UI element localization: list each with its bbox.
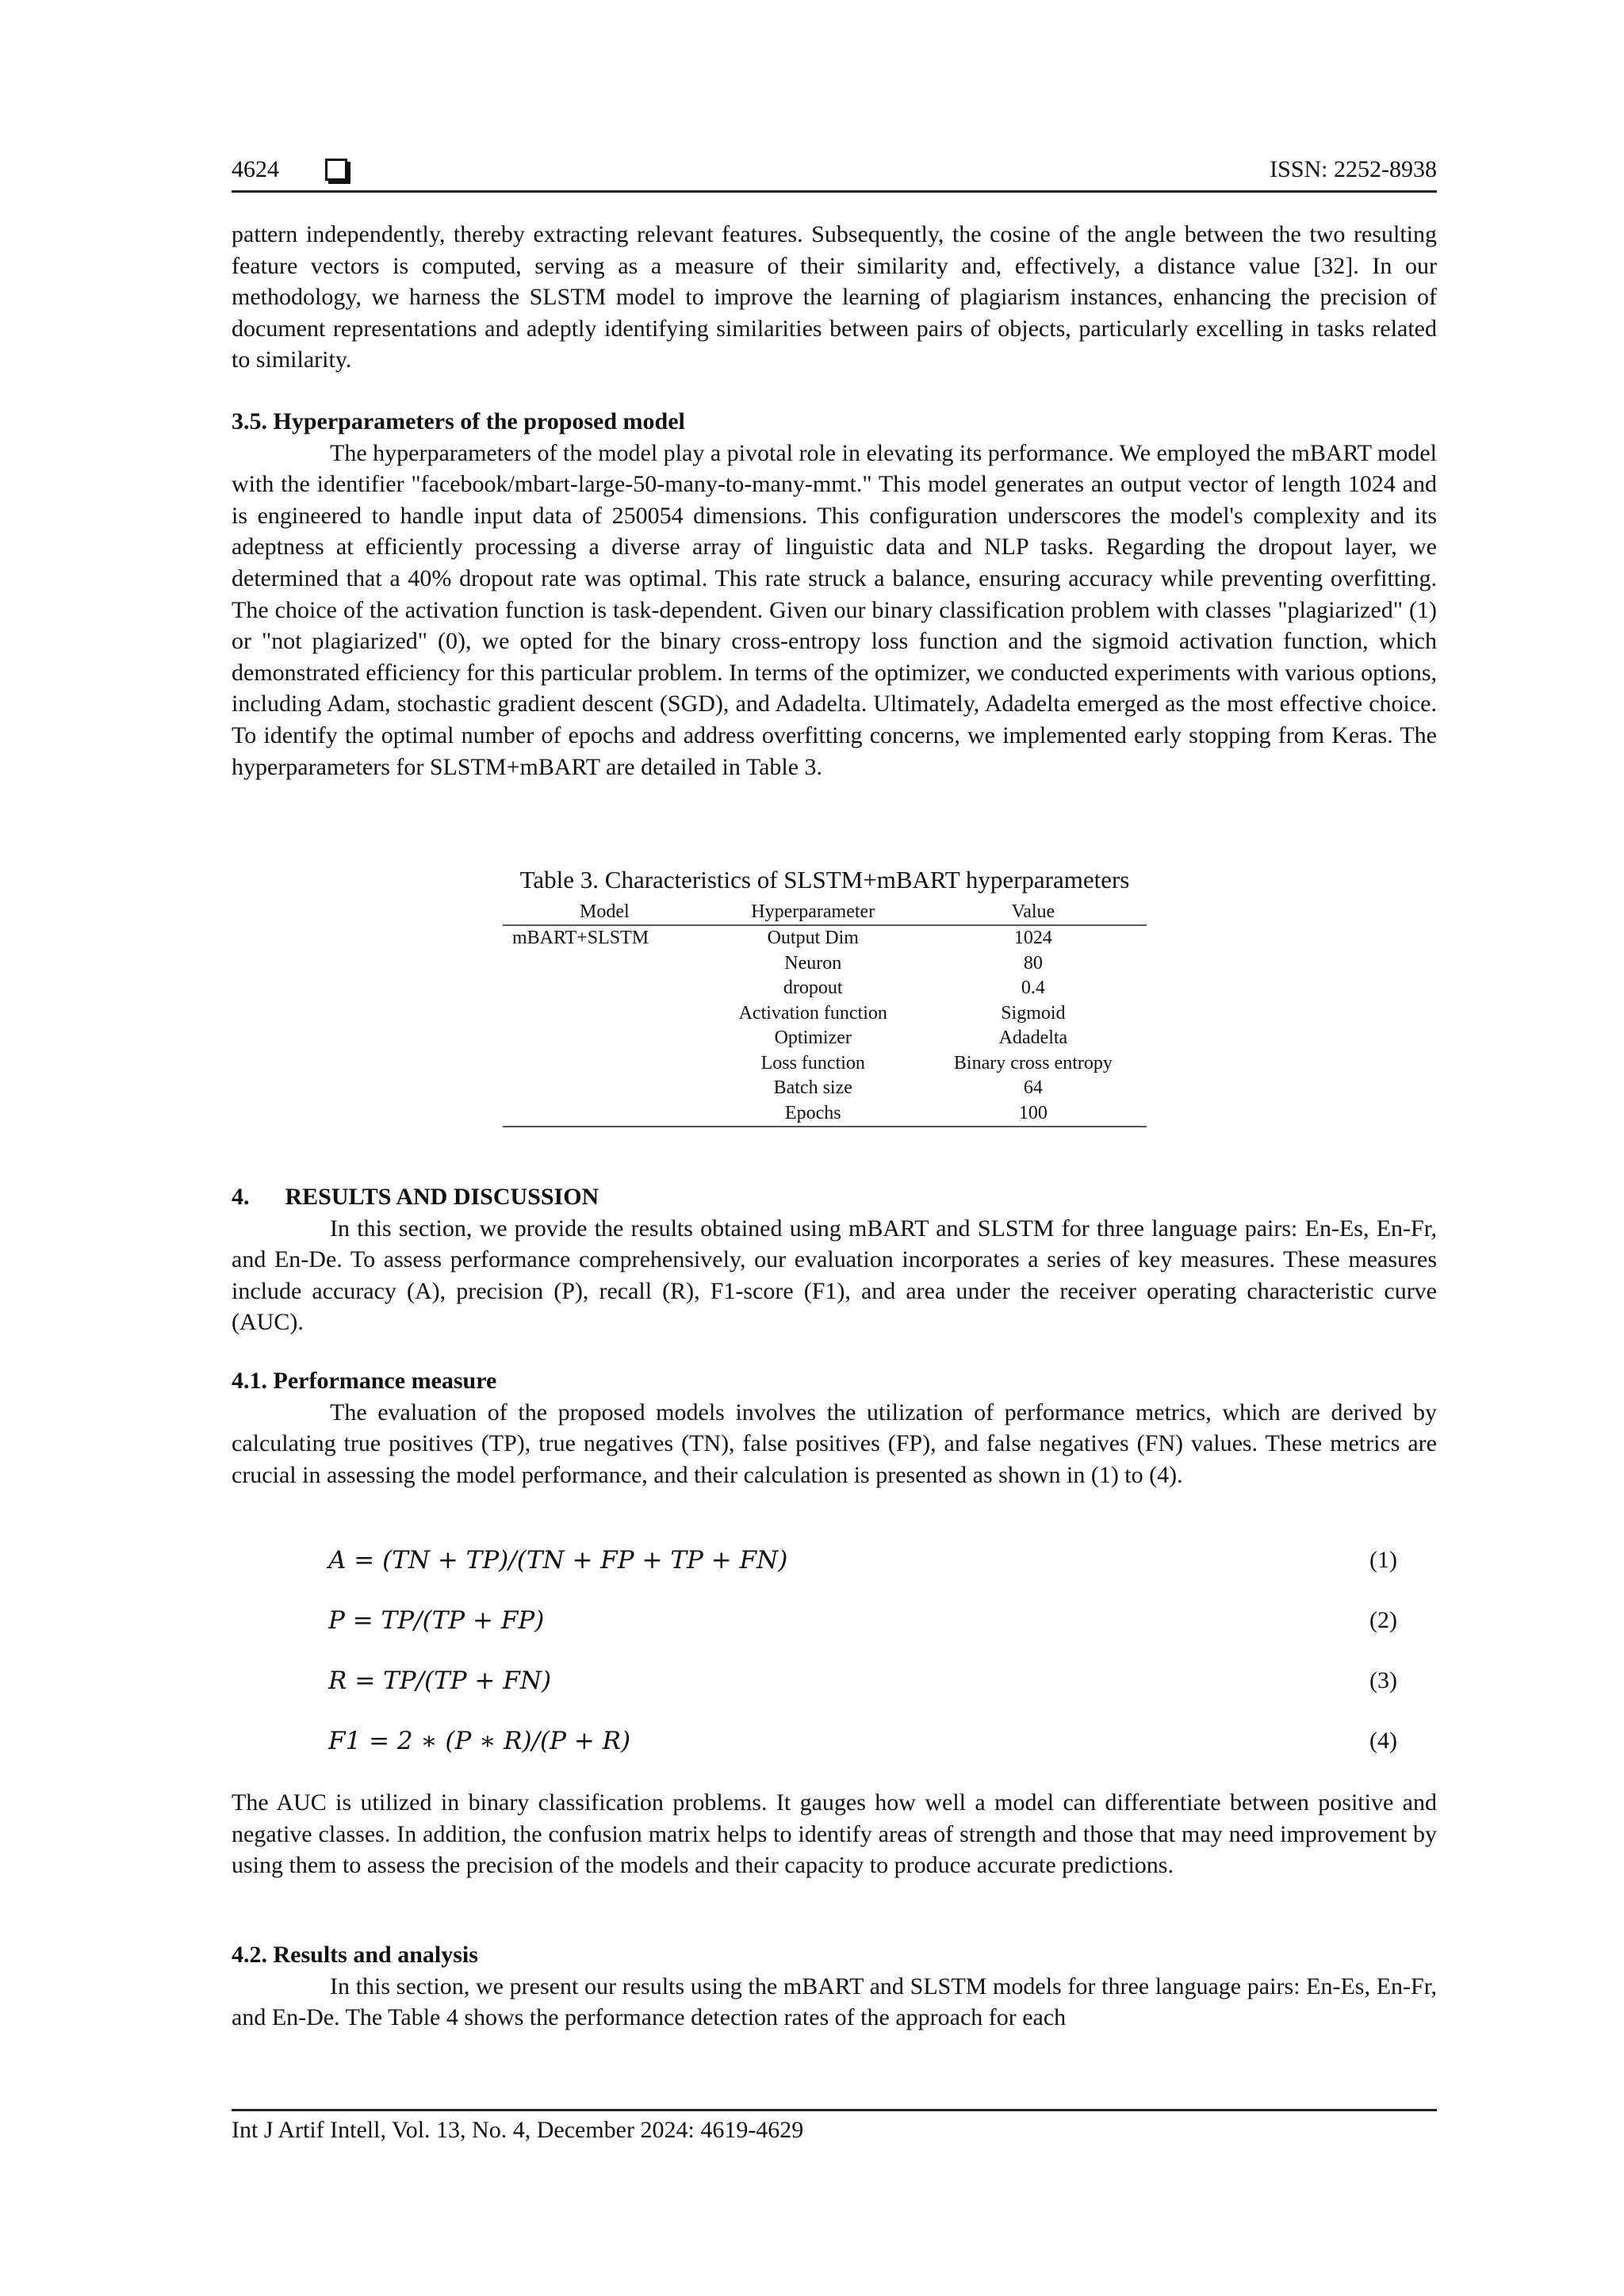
section-3-5 bbox=[232, 406, 1437, 783]
hyperparameter-cell: Optimizer bbox=[774, 1027, 852, 1048]
value-cell: Adadelta bbox=[998, 1027, 1068, 1048]
hyperparameter-cell: Epochs bbox=[707, 1101, 920, 1127]
section-heading: 3.5. Hyperparameters of the proposed model bbox=[232, 408, 685, 434]
model-cell bbox=[503, 1051, 707, 1077]
page-header bbox=[232, 155, 1437, 193]
table-row bbox=[503, 951, 1147, 977]
equation-expression: F1 = 2 ∗ (P ∗ R)/(P + R) bbox=[328, 1727, 631, 1755]
section-heading: 4.2. Results and analysis bbox=[232, 1942, 478, 1968]
equation-number: (1) bbox=[1369, 1547, 1397, 1573]
table-caption: Table 3. Characteristics of SLSTM+mBART hyperparameters bbox=[519, 866, 1130, 894]
hyperparameter-cell: Loss function bbox=[760, 1052, 865, 1073]
table-row bbox=[503, 925, 1147, 951]
equation bbox=[232, 1663, 1437, 1698]
section-paragraph: The evaluation of the proposed models involves the utilization of performance metrics, which are derived by calculating true positives (TP), true negatives (TN), false positives (FP), and false negatives (FN) values. These metrics are crucial in assessing the model performance, and their calculation is presented as shown in (1) to (4). bbox=[232, 1399, 1437, 1488]
column-header: Value bbox=[920, 899, 1147, 925]
hyperparameter-cell: Batch size bbox=[773, 1077, 852, 1098]
footer-citation: Int J Artif Intell, Vol. 13, No. 4, December 2024: 4619-4629 bbox=[232, 2117, 804, 2143]
section-4-2 bbox=[232, 1939, 1437, 2034]
model-cell bbox=[503, 976, 707, 1001]
equation-expression: A = (TN + TP)/(TN + FP + TP + FN) bbox=[328, 1546, 788, 1575]
value-cell: 100 bbox=[920, 1101, 1147, 1127]
page-footer bbox=[232, 2109, 1437, 2145]
section-4-1 bbox=[232, 1365, 1437, 1490]
intro-block bbox=[232, 219, 1437, 376]
hyperparameter-table bbox=[503, 899, 1147, 1127]
value-cell: 80 bbox=[1023, 952, 1043, 974]
page-number: 4624 bbox=[232, 156, 279, 182]
section-paragraph: The hyperparameters of the model play a pivotal role in elevating its performance. We employed the mBART model with the identifier "facebook/mbart-large-50-many-to-many-mmt." This model generates an output vector of length 1024 and is engineered to handle input data of 250054 dimensions. This configuration underscores the model's complexity and its adeptness at efficiently processing a diverse array of linguistic data and NLP tasks. Regarding the dropout layer, we determined that a 40% dropout rate was optimal. This rate struck a balance, ensuring accuracy while preventing overfitting. The choice of the activation function is task-dependent. Given our binary classification problem with classes "plagiarized" (1) or "not plagiarized" (0), we opted for the binary cross-entropy loss function and the sigmoid activation function, which demonstrated efficiency for this particular problem. In terms of the optimizer, we conducted experiments with various options, including Adam, stochastic gradient descent (SGD), and Adadelta. Ultimately, Adadelta emerged as the most effective choice. To identify the optimal number of epochs and address overfitting concerns, we implemented early stopping from Keras. The hyperparameters for SLSTM+mBART are detailed in Table 3. bbox=[232, 439, 1437, 780]
table-row bbox=[503, 1001, 1147, 1027]
value-cell: 64 bbox=[1023, 1077, 1043, 1098]
section-4 bbox=[232, 1181, 1437, 1338]
table-row bbox=[503, 1051, 1147, 1077]
section-paragraph: In this section, we present our results using the mBART and SLSTM models for three language pairs: En-Es, En-Fr, and En-De. The Table 4 shows the performance detection rates of the approach for each bbox=[232, 1973, 1437, 2031]
column-header: Hyperparameter bbox=[707, 899, 920, 925]
hyperparameter-cell: dropout bbox=[783, 978, 843, 998]
section-paragraph: In this section, we provide the results obtained using mBART and SLSTM for three language pairs: En-Es, En-Fr, and En-De. To assess performance comprehensively, our evaluation incorporates a series of key measures. These measures include accuracy (A), precision (P), recall (R), F1-score (F1), and area under the receiver operating characteristic curve (AUC). bbox=[232, 1215, 1437, 1336]
checkbox-square-icon bbox=[325, 159, 347, 181]
issn: ISSN: 2252-8938 bbox=[1270, 156, 1437, 182]
equation-number: (2) bbox=[1369, 1607, 1397, 1633]
model-cell bbox=[503, 1001, 707, 1027]
hyperparameter-cell: Activation function bbox=[738, 1002, 887, 1024]
auc-paragraph: The AUC is utilized in binary classification problems. It gauges how well a model can differentiate between positive and negative classes. In addition, the confusion matrix helps to identify areas of strength and those that may need improvement by using them to assess the precision of the models and their capacity to produce accurate predictions. bbox=[232, 1789, 1437, 1879]
hyperparameter-cell: Output Dim bbox=[767, 928, 859, 948]
value-cell: 0.4 bbox=[1021, 978, 1045, 998]
section-heading: 4.1. Performance measure bbox=[232, 1368, 497, 1394]
value-cell: 1024 bbox=[1013, 928, 1052, 948]
model-cell bbox=[503, 1026, 707, 1051]
model-cell bbox=[503, 951, 707, 977]
auc-block bbox=[232, 1787, 1437, 1881]
intro-paragraph: pattern independently, thereby extracting relevant features. Subsequently, the cosine of the angle between the two resulting feature vectors is computed, serving as a measure of their similarity and, effectively, a distance value [32]. In our methodology, we harness the SLSTM model to improve the learning of plagiarism instances, enhancing the precision of document representations and adeptly identifying similarities between pairs of objects, particularly excelling in tasks related to similarity. bbox=[232, 221, 1437, 373]
column-header: Model bbox=[503, 899, 707, 925]
value-cell: Binary cross entropy bbox=[953, 1052, 1113, 1073]
value-cell: Sigmoid bbox=[1001, 1002, 1066, 1024]
table-row bbox=[503, 1026, 1147, 1051]
table-row bbox=[503, 1101, 1147, 1127]
model-cell bbox=[503, 1101, 707, 1127]
model-cell bbox=[503, 1076, 707, 1101]
equation-expression: R = TP/(TP + FN) bbox=[328, 1667, 552, 1695]
equation bbox=[232, 1543, 1437, 1578]
equation bbox=[232, 1603, 1437, 1638]
table-header-row bbox=[503, 899, 1147, 925]
equation-number: (4) bbox=[1369, 1728, 1397, 1754]
table-3 bbox=[492, 866, 1158, 1127]
equation bbox=[232, 1724, 1437, 1758]
model-cell: mBART+SLSTM bbox=[512, 928, 649, 948]
section-heading: 4. RESULTS AND DISCUSSION bbox=[232, 1184, 599, 1210]
hyperparameter-cell: Neuron bbox=[784, 952, 842, 974]
equation-number: (3) bbox=[1369, 1667, 1397, 1693]
table-row bbox=[503, 976, 1147, 1001]
table-row bbox=[503, 1076, 1147, 1101]
equation-expression: P = TP/(TP + FP) bbox=[328, 1606, 545, 1635]
